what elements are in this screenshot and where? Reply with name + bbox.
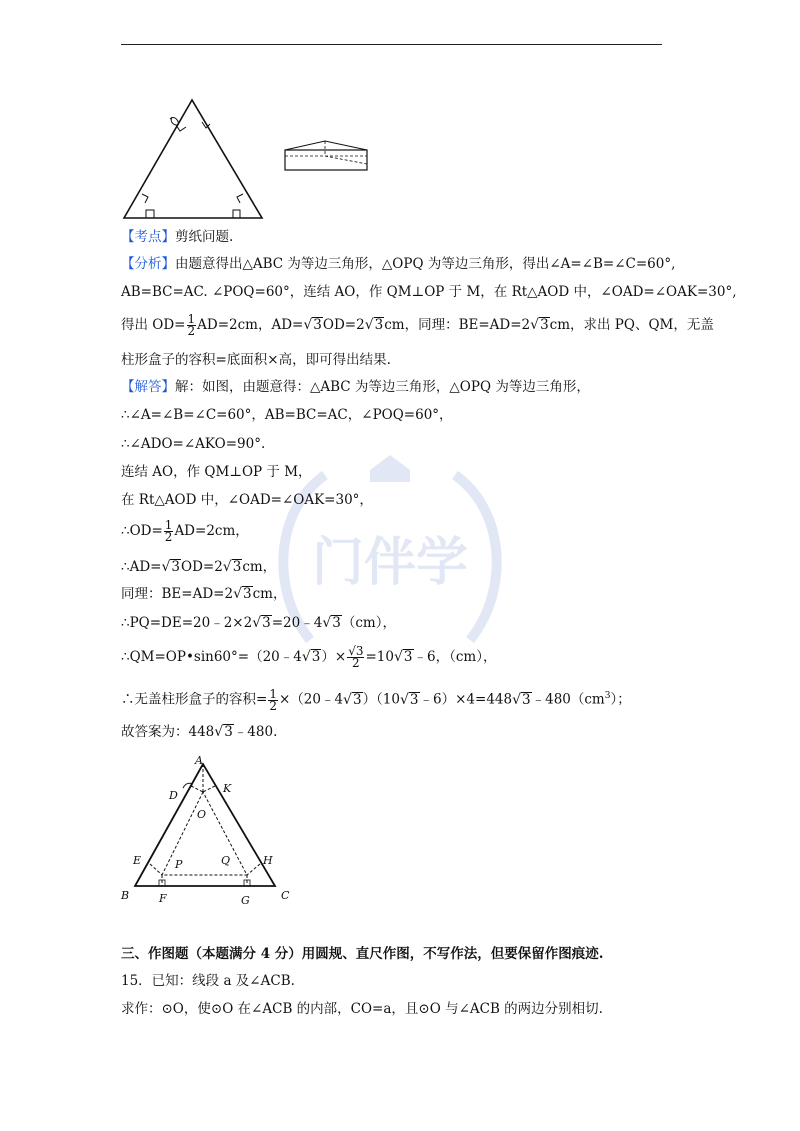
jieda-line-7: ∴AD=√3OD=2√3cm，	[121, 559, 277, 575]
label-Q: Q	[221, 854, 231, 867]
jieda-line-4: 连结 AO，作 QM⊥OP 于 M，	[121, 464, 312, 480]
fraction-half: $\frac{1}{2}$	[269, 686, 277, 713]
watermark-text: 门伴学	[311, 533, 469, 593]
label-D: D	[169, 789, 178, 802]
kaodian-text: 剪纸问题.	[175, 229, 234, 245]
label-G: G	[241, 894, 250, 907]
fenxi-text-3a: 得出 OD=	[121, 317, 186, 333]
fenxi-tag: 【分析】	[121, 256, 175, 272]
fenxi-text-3d: cm，同理：BE=AD=2	[384, 317, 531, 333]
jieda-tag: 【解答】	[121, 379, 175, 395]
kaodian-line	[121, 227, 233, 247]
jieda-line-10: ∴QM=OP•sin60°=（20﹣4√3）× $\frac{√3}{2}$ =10√3﹣6，（cm），	[121, 644, 497, 670]
fenxi-line-4: 柱形盒子的容积=底面积×高，即可得出结果.	[121, 352, 391, 368]
fenxi-line-1	[121, 254, 675, 274]
jieda-text-1: 解：如图，由题意得：△ABC 为等边三角形，△OPQ 为等边三角形，	[175, 379, 590, 395]
kaodian-tag: 【考点】	[121, 229, 175, 245]
jieda-line-8: 同理：BE=AD=2√3cm，	[121, 586, 287, 602]
solution-figure	[115, 752, 305, 908]
label-P: P	[175, 858, 183, 871]
label-H: H	[263, 854, 273, 867]
label-B: B	[121, 889, 130, 902]
label-C: C	[281, 889, 290, 902]
jieda-line-9: ∴PQ=DE=20﹣2×2√3=20﹣4√3（cm），	[121, 615, 396, 631]
fenxi-text-3b: AD=2cm，AD=	[197, 317, 304, 333]
label-E: E	[133, 854, 142, 867]
jieda-line-2: ∴∠A=∠B=∠C=60°，AB=BC=AC，∠POQ=60°，	[121, 407, 453, 423]
jieda-line-11: ∴无盖柱形盒子的容积= $\frac{1}{2}$ $\times(20﹣4√3)(10√3﹣6)\times 4=448√3﹣480(cm^3)$；	[121, 686, 631, 713]
fenxi-line-3: 得出 OD= $\frac{1}{2}$ AD=2cm，AD=√3OD=2√3cm，同理：BE=AD=2√3cm，求出 PQ、QM，无盖	[121, 312, 714, 338]
jieda-line-5: 在 Rt△AOD 中，∠OAD=∠OAK=30°，	[121, 492, 373, 508]
box-figure	[283, 138, 369, 172]
question-15: 15．已知：线段 a 及∠ACB.	[121, 973, 295, 989]
paper-triangle-figure	[120, 97, 266, 221]
fraction-half: $\frac{1}{2}$	[164, 518, 173, 544]
fenxi-text-1: 由题意得出△ABC 为等边三角形，△OPQ 为等边三角形，得出∠A=∠B=∠C=60°,	[175, 256, 676, 272]
fraction-sqrt3-over-2: $\frac{√3}{2}$	[348, 644, 364, 670]
label-O: O	[197, 808, 207, 821]
fraction-half: $\frac{1}{2}$	[187, 312, 196, 338]
answer-line: 故答案为：448√3﹣480.	[121, 724, 278, 740]
fenxi-text-3e: cm，求出 PQ、QM，无盖	[549, 317, 714, 333]
jieda-line-1	[121, 377, 590, 397]
label-F: F	[159, 892, 167, 905]
label-A: A	[195, 754, 203, 767]
label-K: K	[223, 782, 232, 795]
section3-title: 三、作图题（本题满分 4 分）用圆规、直尺作图，不写作法，但要保留作图痕迹.	[121, 946, 604, 962]
jieda-line-3: ∴∠ADO=∠AKO=90°.	[121, 436, 266, 452]
fenxi-text-3c: OD=2	[322, 317, 365, 333]
fenxi-line-2: AB=BC=AC. ∠POQ=60°，连结 AO，作 QM⊥OP 于 M，在 Rt△AOD 中，∠OAD=∠OAK=30°,	[121, 284, 737, 300]
question-15-task: 求作：⊙O，使⊙O 在∠ACB 的内部，CO=a，且⊙O 与∠ACB 的两边分别相切.	[121, 1001, 603, 1017]
header-rule	[121, 44, 662, 45]
jieda-line-6: ∴OD= $\frac{1}{2}$ AD=2cm，	[121, 518, 249, 544]
